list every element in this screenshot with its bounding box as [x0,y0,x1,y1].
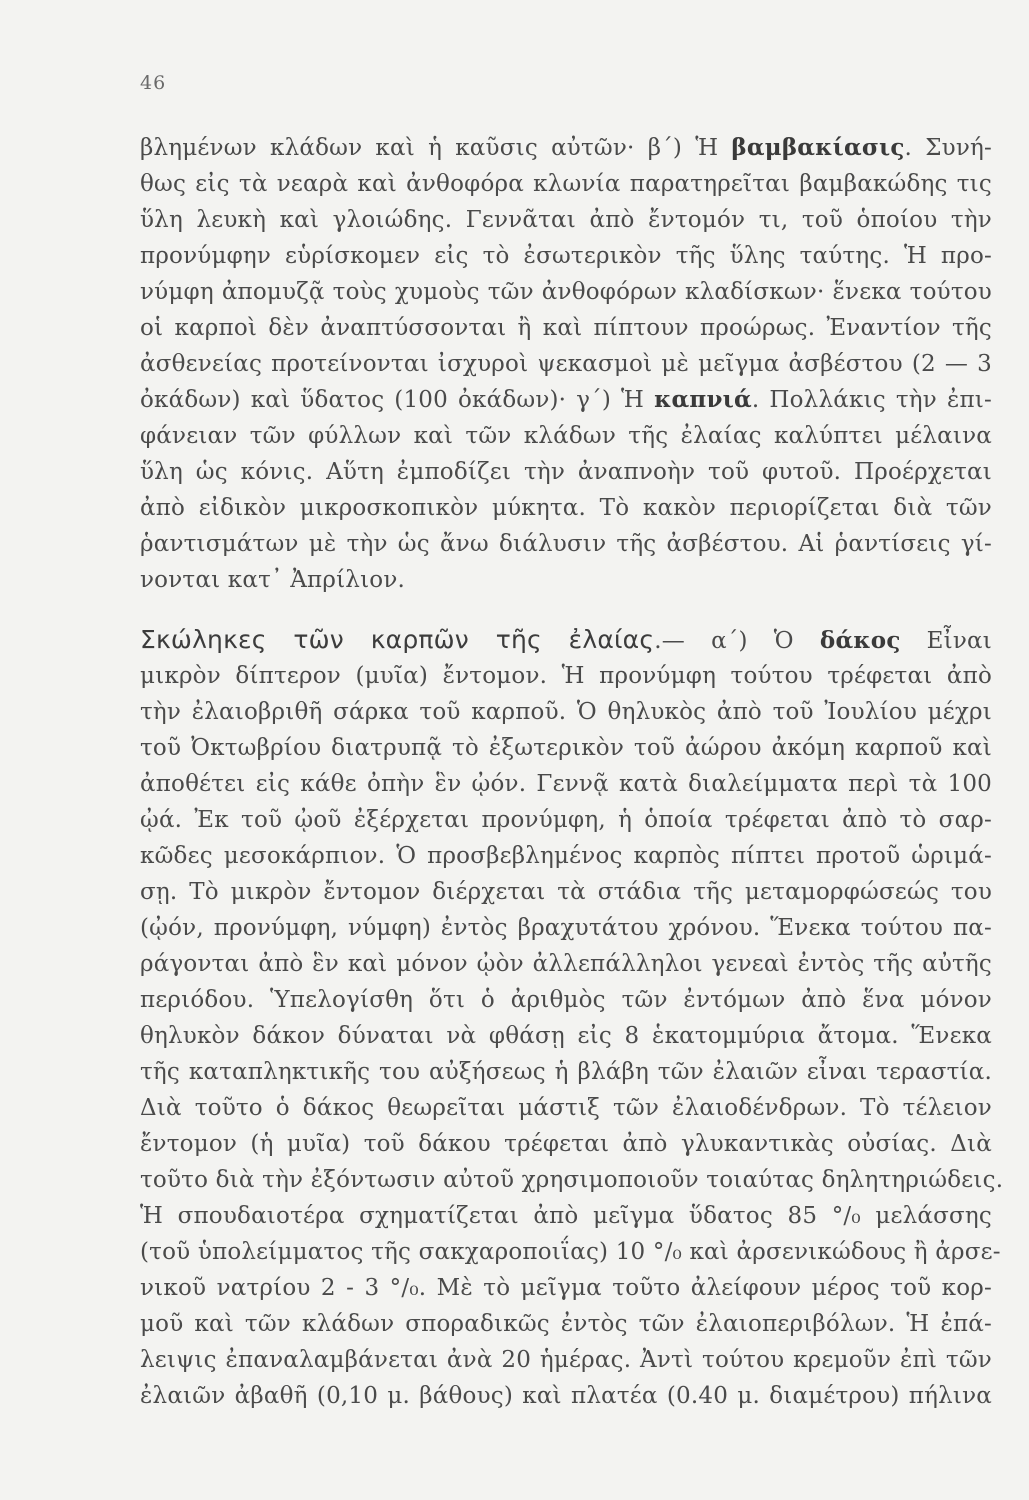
text-line: βλημένων κλάδων καὶ ἡ καῦσις αὐτῶν· β΄) Ἡ βαμβακίασις. Συνή- [140,134,992,161]
text-line: (τοῦ ὑπολείμματος τῆς σακχαροποιΐας) 10 °/₀ καὶ ἀρσενικώδους ἢ ἀρσε- [140,1239,1001,1265]
text-line: κῶδες μεσοκάρπιον. Ὁ προσβεβλημένος καρπὸς πίπτει προτοῦ ὡριμά- [140,843,992,869]
text-line: νικοῦ νατρίου 2 - 3 °/₀. Μὲ τὸ μεῖγμα τοῦτο ἀλείφουν μέρος τοῦ κορ- [140,1275,992,1301]
text-line: ράγονται ἀπὸ ἓν καὶ μόνον ᾠὸν ἀλλεπάλληλοι γενεαὶ ἐντὸς τῆς αὐτῆς [140,951,992,977]
text-line: ἀσθενείας προτείνονται ἰσχυροὶ ψεκασμοὶ μὲ μεῖγμα ἀσβέστου (2 — 3 [140,351,992,377]
text-line: νονται κατ᾽ Ἀπρίλιον. [140,567,406,593]
text-line: τὴν ἐλαιοβριθῆ σάρκα τοῦ καρποῦ. Ὁ θηλυκὸς ἀπὸ τοῦ Ἰουλίου μέχρι [140,699,992,725]
text-line: περιόδου. Ὑπελογίσθη ὅτι ὁ ἀριθμὸς τῶν ἐντόμων ἀπὸ ἕνα μόνον [140,987,992,1013]
term-bambakiasis: βαμβακίασις [731,134,905,161]
text-line: ὕλη ὡς κόνις. Αὕτη ἐμποδίζει τὴν ἀναπνοὴν τοῦ φυτοῦ. Προέρχεται [140,459,992,485]
text-line: Ἡ σπουδαιοτέρα σχηματίζεται ἀπὸ μεῖγμα ὕδατος 85 °/₀ μελάσσης [140,1203,992,1229]
text-line: σῃ. Τὸ μικρὸν ἔντομον διέρχεται τὰ στάδια τῆς μεταμορφώσεώς του [140,879,992,905]
term-dakos: δάκος [819,627,901,654]
text-line: φάνειαν τῶν φύλλων καὶ τῶν κλάδων τῆς ἐλαίας καλύπτει μέλαινα [140,423,992,449]
section-olive-fruit-worms [140,622,1004,1414]
text-line: ῥαντισμάτων μὲ τὴν ὡς ἄνω διάλυσιν τῆς ἀσβέστου. Αἱ ῥαντίσεις γί- [140,531,992,557]
term-kapnia: καπνιά [654,386,752,413]
text-line: λειψις ἐπαναλαμβάνεται ἀνὰ 20 ἡμέρας. Ἀντὶ τούτου κρεμοῦν ἐπὶ τῶν [140,1347,992,1373]
text-line: θηλυκὸν δάκον δύναται νὰ φθάσῃ εἰς 8 ἑκατομμύρια ἄτομα. Ἕνεκα [140,1023,992,1049]
text-line: ὀκάδων) καὶ ὕδατος (100 ὀκάδων)· γ΄) Ἡ καπνιά. Πολλάκις τὴν ἐπι- [140,386,992,413]
text-line: ἔντομον (ἡ μυῖα) τοῦ δάκου τρέφεται ἀπὸ γλυκαντικὰς οὐσίας. Διὰ [140,1131,992,1157]
text-line: οἱ καρποὶ δὲν ἀναπτύσσονται ἢ καὶ πίπτουν προώρως. Ἐναντίον τῆς [140,315,992,341]
text-line: προνύμφην εὑρίσκομεν εἰς τὸ ἐσωτερικὸν τῆς ὕλης ταύτης. Ἡ προ- [140,243,992,269]
page-number: 46 [140,72,167,94]
text-line: τοῦτο διὰ τὴν ἐξόντωσιν αὐτοῦ χρησιμοποιοῦν τοιαύτας δηλητηριώδεις. [140,1167,1004,1193]
text-line: μικρὸν δίπτερον (μυῖα) ἔντομον. Ἡ προνύμφη τούτου τρέφεται ἀπὸ [140,663,992,689]
text-line: ἀπὸ εἰδικὸν μικροσκοπικὸν μύκητα. Τὸ κακὸν περιορίζεται διὰ τῶν [140,495,992,521]
paragraph-diseases [140,130,992,598]
text-line: Διὰ τοῦτο ὁ δάκος θεωρεῖται μάστιξ τῶν ἐλαιοδένδρων. Τὸ τέλειον [140,1095,992,1121]
text-line: ἀποθέτει εἰς κάθε ὀπὴν ἓν ᾠόν. Γεννᾷ κατὰ διαλείμματα περὶ τὰ 100 [140,771,992,797]
section-heading-line: Σκώληκες τῶν καρπῶν τῆς ἐλαίας.— α΄) Ὁ δάκος Εἶναι [140,625,992,654]
text-line: τοῦ Ὀκτωβρίου διατρυπᾷ τὸ ἐξωτερικὸν τοῦ ἀώρου ἀκόμη καρποῦ καὶ [140,735,992,761]
text-line: τῆς καταπληκτικῆς του αὐξήσεως ἡ βλάβη τῶν ἐλαιῶν εἶναι τεραστία. [140,1059,992,1085]
text-line: ὕλη λευκὴ καὶ γλοιώδης. Γεννᾶται ἀπὸ ἔντομόν τι, τοῦ ὁποίου τὴν [140,207,992,233]
text-line: ᾠά. Ἐκ τοῦ ᾠοῦ ἐξέρχεται προνύμφη, ἡ ὁποία τρέφεται ἀπὸ τὸ σαρ- [140,807,992,833]
text-line: μοῦ καὶ τῶν κλάδων σποραδικῶς ἐντὸς τῶν ἐλαιοπεριβόλων. Ἡ ἐπά- [140,1311,992,1337]
section-heading: Σκώληκες τῶν καρπῶν τῆς ἐλαίας [140,625,655,654]
text-line: νύμφη ἀπομυζᾷ τοὺς χυμοὺς τῶν ἀνθοφόρων κλαδίσκων· ἕνεκα τούτου [140,279,992,305]
text-line: (ᾠόν, προνύμφη, νύμφη) ἐντὸς βραχυτάτου χρόνου. Ἕνεκα τούτου πα- [140,915,992,941]
text-line: ἐλαιῶν ἀβαθῆ (0,10 μ. βάθους) καὶ πλατέα (0.40 μ. διαμέτρου) πήλινα [140,1383,992,1409]
text-line: θως εἰς τὰ νεαρὰ καὶ ἀνθοφόρα κλωνία παρατηρεῖται βαμβακώδης τις [140,171,992,197]
